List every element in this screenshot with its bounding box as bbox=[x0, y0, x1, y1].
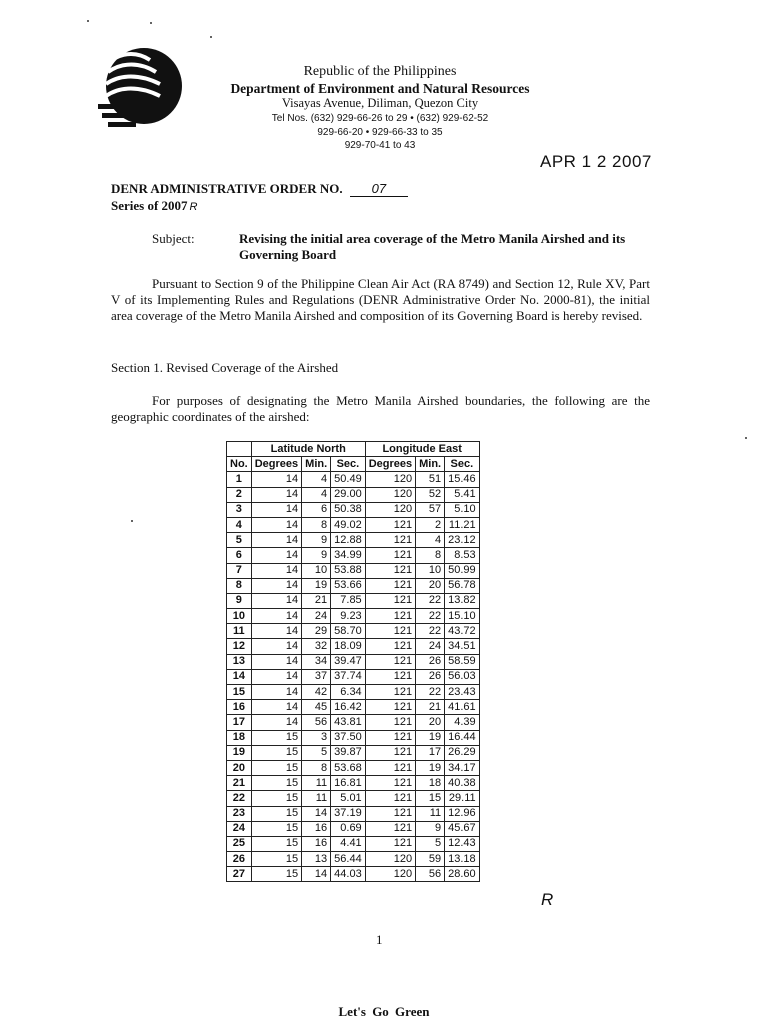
cell-lon-min: 8 bbox=[416, 548, 445, 563]
cell-lon-min: 11 bbox=[416, 806, 445, 821]
cell-lat-min: 3 bbox=[302, 730, 331, 745]
cell-lon-min: 57 bbox=[416, 502, 445, 517]
cell-lat-sec: 37.50 bbox=[331, 730, 366, 745]
cell-lat-sec: 9.23 bbox=[331, 609, 366, 624]
cell-no: 16 bbox=[227, 700, 252, 715]
cell-lon-min: 2 bbox=[416, 517, 445, 532]
cell-lat-sec: 37.19 bbox=[331, 806, 366, 821]
cell-lat-sec: 34.99 bbox=[331, 548, 366, 563]
letterhead-republic: Republic of the Philippines bbox=[303, 64, 457, 79]
cell-lat-degrees: 14 bbox=[251, 472, 301, 487]
cell-lon-min: 22 bbox=[416, 593, 445, 608]
cell-lon-sec: 12.43 bbox=[445, 836, 480, 851]
cell-lat-sec: 53.66 bbox=[331, 578, 366, 593]
signoff-initial: R bbox=[541, 890, 554, 909]
table-row bbox=[227, 836, 480, 851]
table-header-blank bbox=[227, 442, 252, 457]
cell-no: 2 bbox=[227, 487, 252, 502]
cell-no: 12 bbox=[227, 639, 252, 654]
cell-lon-sec: 50.99 bbox=[445, 563, 480, 578]
table-row bbox=[227, 593, 480, 608]
cell-lat-degrees: 14 bbox=[251, 700, 301, 715]
cell-lat-min: 9 bbox=[302, 548, 331, 563]
cell-lon-sec: 4.39 bbox=[445, 715, 480, 730]
cell-lat-degrees: 14 bbox=[251, 685, 301, 700]
cell-lon-min: 21 bbox=[416, 700, 445, 715]
cell-lon-min: 51 bbox=[416, 472, 445, 487]
cell-lat-degrees: 14 bbox=[251, 624, 301, 639]
cell-lon-sec: 15.46 bbox=[445, 472, 480, 487]
letterhead-tel-line3: 929-70-41 to 43 bbox=[344, 140, 416, 151]
cell-lon-degrees: 121 bbox=[365, 533, 415, 548]
cell-lat-min: 8 bbox=[302, 760, 331, 775]
cell-lat-sec: 4.41 bbox=[331, 836, 366, 851]
cell-lat-sec: 6.34 bbox=[331, 685, 366, 700]
cell-lat-min: 29 bbox=[302, 624, 331, 639]
cell-lat-sec: 0.69 bbox=[331, 821, 366, 836]
paragraph-pursuant: Pursuant to Section 9 of the Philippine Clean Air Act (RA 8749) and Section 12, Rule XV, Part V of its Implementing Rules and Regulations (DENR Administrative Order No. 2000-81), the initial area coverage of the Metro Manila Airshed and composition of its Governing Board is hereby revised. bbox=[111, 276, 650, 323]
cell-no: 10 bbox=[227, 609, 252, 624]
cell-lat-degrees: 14 bbox=[251, 517, 301, 532]
cell-no: 22 bbox=[227, 791, 252, 806]
cell-lat-degrees: 14 bbox=[251, 593, 301, 608]
cell-lon-degrees: 121 bbox=[365, 806, 415, 821]
cell-lat-min: 8 bbox=[302, 517, 331, 532]
cell-lat-min: 37 bbox=[302, 669, 331, 684]
letterhead-tel-line2: 929-66-20 • 929-66-33 to 35 bbox=[317, 127, 443, 138]
table-row bbox=[227, 791, 480, 806]
scan-speck bbox=[131, 520, 133, 522]
cell-lon-degrees: 121 bbox=[365, 791, 415, 806]
cell-lat-sec: 39.87 bbox=[331, 745, 366, 760]
cell-no: 7 bbox=[227, 563, 252, 578]
cell-no: 18 bbox=[227, 730, 252, 745]
scan-speck bbox=[150, 22, 152, 24]
cell-lat-sec: 44.03 bbox=[331, 867, 366, 882]
cell-lat-degrees: 15 bbox=[251, 852, 301, 867]
cell-lon-degrees: 121 bbox=[365, 669, 415, 684]
cell-lon-min: 10 bbox=[416, 563, 445, 578]
cell-lon-degrees: 120 bbox=[365, 472, 415, 487]
cell-lon-degrees: 121 bbox=[365, 624, 415, 639]
cell-lon-degrees: 121 bbox=[365, 715, 415, 730]
cell-lat-sec: 53.88 bbox=[331, 563, 366, 578]
cell-lon-min: 26 bbox=[416, 654, 445, 669]
coordinates-table-body bbox=[227, 472, 480, 882]
paragraph-coordinates-intro: For purposes of designating the Metro Manila Airshed boundaries, the following are the geographic coordinates of the airshed: bbox=[111, 393, 650, 424]
table-row bbox=[227, 624, 480, 639]
table-row bbox=[227, 609, 480, 624]
cell-no: 13 bbox=[227, 654, 252, 669]
table-row bbox=[227, 715, 480, 730]
table-row bbox=[227, 760, 480, 775]
cell-lat-sec: 58.70 bbox=[331, 624, 366, 639]
cell-lat-degrees: 14 bbox=[251, 563, 301, 578]
cell-lat-degrees: 14 bbox=[251, 609, 301, 624]
scan-speck bbox=[87, 20, 89, 22]
cell-lat-min: 32 bbox=[302, 639, 331, 654]
cell-lat-degrees: 15 bbox=[251, 867, 301, 882]
table-row bbox=[227, 669, 480, 684]
cell-lat-min: 14 bbox=[302, 867, 331, 882]
cell-lon-min: 52 bbox=[416, 487, 445, 502]
table-row bbox=[227, 502, 480, 517]
cell-lon-degrees: 120 bbox=[365, 867, 415, 882]
cell-lat-sec: 18.09 bbox=[331, 639, 366, 654]
col-lon-degrees-header: Degrees bbox=[365, 457, 415, 472]
cell-lon-sec: 28.60 bbox=[445, 867, 480, 882]
table-row bbox=[227, 821, 480, 836]
cell-lon-min: 20 bbox=[416, 715, 445, 730]
cell-lat-degrees: 15 bbox=[251, 806, 301, 821]
cell-no: 23 bbox=[227, 806, 252, 821]
cell-lon-min: 15 bbox=[416, 791, 445, 806]
subject-text: Revising the initial area coverage of the Metro Manila Airshed and its Governing Board bbox=[239, 231, 626, 262]
cell-lon-degrees: 121 bbox=[365, 821, 415, 836]
cell-lon-degrees: 121 bbox=[365, 654, 415, 669]
cell-no: 5 bbox=[227, 533, 252, 548]
cell-lat-sec: 16.42 bbox=[331, 700, 366, 715]
cell-lat-sec: 16.81 bbox=[331, 776, 366, 791]
cell-lon-sec: 5.41 bbox=[445, 487, 480, 502]
latitude-header: Latitude North bbox=[251, 442, 365, 457]
col-lat-sec-header: Sec. bbox=[331, 457, 366, 472]
cell-lat-min: 34 bbox=[302, 654, 331, 669]
cell-lon-degrees: 121 bbox=[365, 609, 415, 624]
table-row bbox=[227, 487, 480, 502]
cell-lon-sec: 45.67 bbox=[445, 821, 480, 836]
cell-lat-min: 14 bbox=[302, 806, 331, 821]
letterhead-address: Visayas Avenue, Diliman, Quezon City bbox=[281, 96, 479, 110]
cell-lon-degrees: 120 bbox=[365, 852, 415, 867]
cell-no: 20 bbox=[227, 760, 252, 775]
table-row bbox=[227, 517, 480, 532]
cell-no: 19 bbox=[227, 745, 252, 760]
table-row bbox=[227, 685, 480, 700]
series-initial: R bbox=[189, 201, 198, 213]
cell-lon-min: 22 bbox=[416, 685, 445, 700]
cell-lon-min: 19 bbox=[416, 730, 445, 745]
cell-lat-min: 4 bbox=[302, 487, 331, 502]
order-series-line bbox=[111, 198, 198, 214]
cell-lat-sec: 56.44 bbox=[331, 852, 366, 867]
cell-no: 4 bbox=[227, 517, 252, 532]
cell-lon-min: 24 bbox=[416, 639, 445, 654]
cell-lon-min: 26 bbox=[416, 669, 445, 684]
cell-lon-sec: 12.96 bbox=[445, 806, 480, 821]
coordinates-table bbox=[226, 441, 480, 882]
cell-lon-sec: 23.43 bbox=[445, 685, 480, 700]
cell-lat-min: 42 bbox=[302, 685, 331, 700]
cell-lon-sec: 58.59 bbox=[445, 654, 480, 669]
cell-lat-min: 21 bbox=[302, 593, 331, 608]
cell-lon-min: 17 bbox=[416, 745, 445, 760]
cell-lon-sec: 56.78 bbox=[445, 578, 480, 593]
cell-no: 27 bbox=[227, 867, 252, 882]
cell-lon-sec: 43.72 bbox=[445, 624, 480, 639]
table-row bbox=[227, 852, 480, 867]
denr-sun-logo-icon bbox=[98, 46, 184, 134]
cell-lat-sec: 29.00 bbox=[331, 487, 366, 502]
cell-lon-degrees: 121 bbox=[365, 700, 415, 715]
cell-lon-sec: 29.11 bbox=[445, 791, 480, 806]
table-row bbox=[227, 578, 480, 593]
cell-no: 6 bbox=[227, 548, 252, 563]
cell-lon-sec: 11.21 bbox=[445, 517, 480, 532]
cell-lon-degrees: 121 bbox=[365, 745, 415, 760]
cell-lon-degrees: 121 bbox=[365, 593, 415, 608]
cell-no: 25 bbox=[227, 836, 252, 851]
col-lat-degrees-header: Degrees bbox=[251, 457, 301, 472]
cell-lat-sec: 49.02 bbox=[331, 517, 366, 532]
cell-lat-min: 24 bbox=[302, 609, 331, 624]
cell-no: 15 bbox=[227, 685, 252, 700]
cell-no: 14 bbox=[227, 669, 252, 684]
cell-lon-sec: 34.17 bbox=[445, 760, 480, 775]
subject-label: Subject: bbox=[152, 231, 195, 246]
order-number: 07 bbox=[350, 181, 408, 197]
cell-lat-degrees: 14 bbox=[251, 502, 301, 517]
cell-lon-sec: 13.18 bbox=[445, 852, 480, 867]
cell-lat-degrees: 14 bbox=[251, 578, 301, 593]
table-row bbox=[227, 806, 480, 821]
cell-lon-degrees: 121 bbox=[365, 685, 415, 700]
cell-lon-sec: 5.10 bbox=[445, 502, 480, 517]
letterhead-department: Department of Environment and Natural Resources bbox=[230, 81, 530, 96]
cell-lat-min: 5 bbox=[302, 745, 331, 760]
cell-lat-sec: 50.38 bbox=[331, 502, 366, 517]
cell-lon-min: 22 bbox=[416, 624, 445, 639]
cell-lat-sec: 37.74 bbox=[331, 669, 366, 684]
cell-lat-degrees: 14 bbox=[251, 548, 301, 563]
cell-lon-sec: 26.29 bbox=[445, 745, 480, 760]
cell-lat-min: 9 bbox=[302, 533, 331, 548]
cell-lon-min: 5 bbox=[416, 836, 445, 851]
cell-lon-min: 19 bbox=[416, 760, 445, 775]
cell-lon-min: 18 bbox=[416, 776, 445, 791]
cell-lon-sec: 41.61 bbox=[445, 700, 480, 715]
cell-no: 1 bbox=[227, 472, 252, 487]
cell-lat-min: 16 bbox=[302, 821, 331, 836]
cell-lon-sec: 8.53 bbox=[445, 548, 480, 563]
cell-lon-min: 4 bbox=[416, 533, 445, 548]
cell-lat-min: 16 bbox=[302, 836, 331, 851]
col-lon-min-header: Min. bbox=[416, 457, 445, 472]
cell-lat-sec: 12.88 bbox=[331, 533, 366, 548]
table-row bbox=[227, 548, 480, 563]
order-number-line bbox=[111, 181, 408, 197]
table-row bbox=[227, 730, 480, 745]
cell-lat-sec: 5.01 bbox=[331, 791, 366, 806]
cell-no: 26 bbox=[227, 852, 252, 867]
cell-lat-sec: 53.68 bbox=[331, 760, 366, 775]
scan-speck bbox=[745, 437, 747, 439]
cell-lon-degrees: 121 bbox=[365, 548, 415, 563]
table-row bbox=[227, 472, 480, 487]
cell-no: 3 bbox=[227, 502, 252, 517]
cell-lat-min: 11 bbox=[302, 791, 331, 806]
cell-lon-sec: 15.10 bbox=[445, 609, 480, 624]
table-row bbox=[227, 745, 480, 760]
cell-lon-degrees: 120 bbox=[365, 487, 415, 502]
cell-lon-min: 20 bbox=[416, 578, 445, 593]
col-no-header: No. bbox=[227, 457, 252, 472]
cell-lat-degrees: 15 bbox=[251, 836, 301, 851]
footer-slogan: Let's Go Green bbox=[338, 1004, 430, 1019]
cell-lat-degrees: 15 bbox=[251, 776, 301, 791]
cell-lon-degrees: 121 bbox=[365, 517, 415, 532]
cell-lat-sec: 50.49 bbox=[331, 472, 366, 487]
cell-lon-sec: 16.44 bbox=[445, 730, 480, 745]
cell-lat-degrees: 14 bbox=[251, 639, 301, 654]
cell-lon-min: 56 bbox=[416, 867, 445, 882]
table-row bbox=[227, 654, 480, 669]
letterhead-tel-line1: Tel Nos. (632) 929-66-26 to 29 • (632) 929-62-52 bbox=[271, 113, 489, 124]
cell-lon-sec: 56.03 bbox=[445, 669, 480, 684]
cell-lon-min: 59 bbox=[416, 852, 445, 867]
cell-lat-sec: 39.47 bbox=[331, 654, 366, 669]
scan-speck bbox=[210, 36, 212, 38]
cell-no: 17 bbox=[227, 715, 252, 730]
cell-lat-degrees: 15 bbox=[251, 745, 301, 760]
cell-no: 8 bbox=[227, 578, 252, 593]
cell-lat-degrees: 14 bbox=[251, 715, 301, 730]
cell-lat-degrees: 15 bbox=[251, 821, 301, 836]
cell-lon-sec: 40.38 bbox=[445, 776, 480, 791]
cell-lat-degrees: 14 bbox=[251, 533, 301, 548]
cell-lat-sec: 7.85 bbox=[331, 593, 366, 608]
cell-lon-min: 9 bbox=[416, 821, 445, 836]
cell-lon-degrees: 121 bbox=[365, 578, 415, 593]
cell-lon-sec: 13.82 bbox=[445, 593, 480, 608]
cell-no: 21 bbox=[227, 776, 252, 791]
page-number: 1 bbox=[376, 932, 383, 947]
cell-lat-degrees: 14 bbox=[251, 669, 301, 684]
cell-lat-sec: 43.81 bbox=[331, 715, 366, 730]
cell-lat-degrees: 15 bbox=[251, 730, 301, 745]
cell-lat-min: 11 bbox=[302, 776, 331, 791]
cell-lat-min: 6 bbox=[302, 502, 331, 517]
cell-lon-sec: 34.51 bbox=[445, 639, 480, 654]
cell-lon-degrees: 121 bbox=[365, 760, 415, 775]
cell-lon-degrees: 120 bbox=[365, 502, 415, 517]
cell-lon-degrees: 121 bbox=[365, 836, 415, 851]
table-row bbox=[227, 776, 480, 791]
cell-lon-degrees: 121 bbox=[365, 776, 415, 791]
cell-lat-min: 19 bbox=[302, 578, 331, 593]
cell-lon-degrees: 121 bbox=[365, 639, 415, 654]
cell-no: 11 bbox=[227, 624, 252, 639]
received-date-stamp: APR 1 2 2007 bbox=[540, 152, 652, 171]
cell-lat-degrees: 14 bbox=[251, 654, 301, 669]
longitude-header: Longitude East bbox=[365, 442, 479, 457]
cell-lat-min: 10 bbox=[302, 563, 331, 578]
cell-lat-min: 13 bbox=[302, 852, 331, 867]
table-row bbox=[227, 700, 480, 715]
order-label: DENR ADMINISTRATIVE ORDER NO. bbox=[111, 181, 343, 196]
col-lon-sec-header: Sec. bbox=[445, 457, 480, 472]
cell-no: 9 bbox=[227, 593, 252, 608]
cell-lat-degrees: 15 bbox=[251, 760, 301, 775]
section1-heading: Section 1. Revised Coverage of the Airshed bbox=[111, 360, 339, 375]
cell-lat-min: 45 bbox=[302, 700, 331, 715]
cell-lon-degrees: 121 bbox=[365, 563, 415, 578]
cell-lat-degrees: 14 bbox=[251, 487, 301, 502]
cell-lon-sec: 23.12 bbox=[445, 533, 480, 548]
table-row bbox=[227, 563, 480, 578]
cell-lat-min: 56 bbox=[302, 715, 331, 730]
cell-lat-degrees: 15 bbox=[251, 791, 301, 806]
cell-lon-degrees: 121 bbox=[365, 730, 415, 745]
col-lat-min-header: Min. bbox=[302, 457, 331, 472]
table-row bbox=[227, 639, 480, 654]
cell-lat-min: 4 bbox=[302, 472, 331, 487]
cell-lon-min: 22 bbox=[416, 609, 445, 624]
order-series: Series of 2007 bbox=[111, 198, 188, 213]
cell-no: 24 bbox=[227, 821, 252, 836]
table-row bbox=[227, 867, 480, 882]
table-row bbox=[227, 533, 480, 548]
